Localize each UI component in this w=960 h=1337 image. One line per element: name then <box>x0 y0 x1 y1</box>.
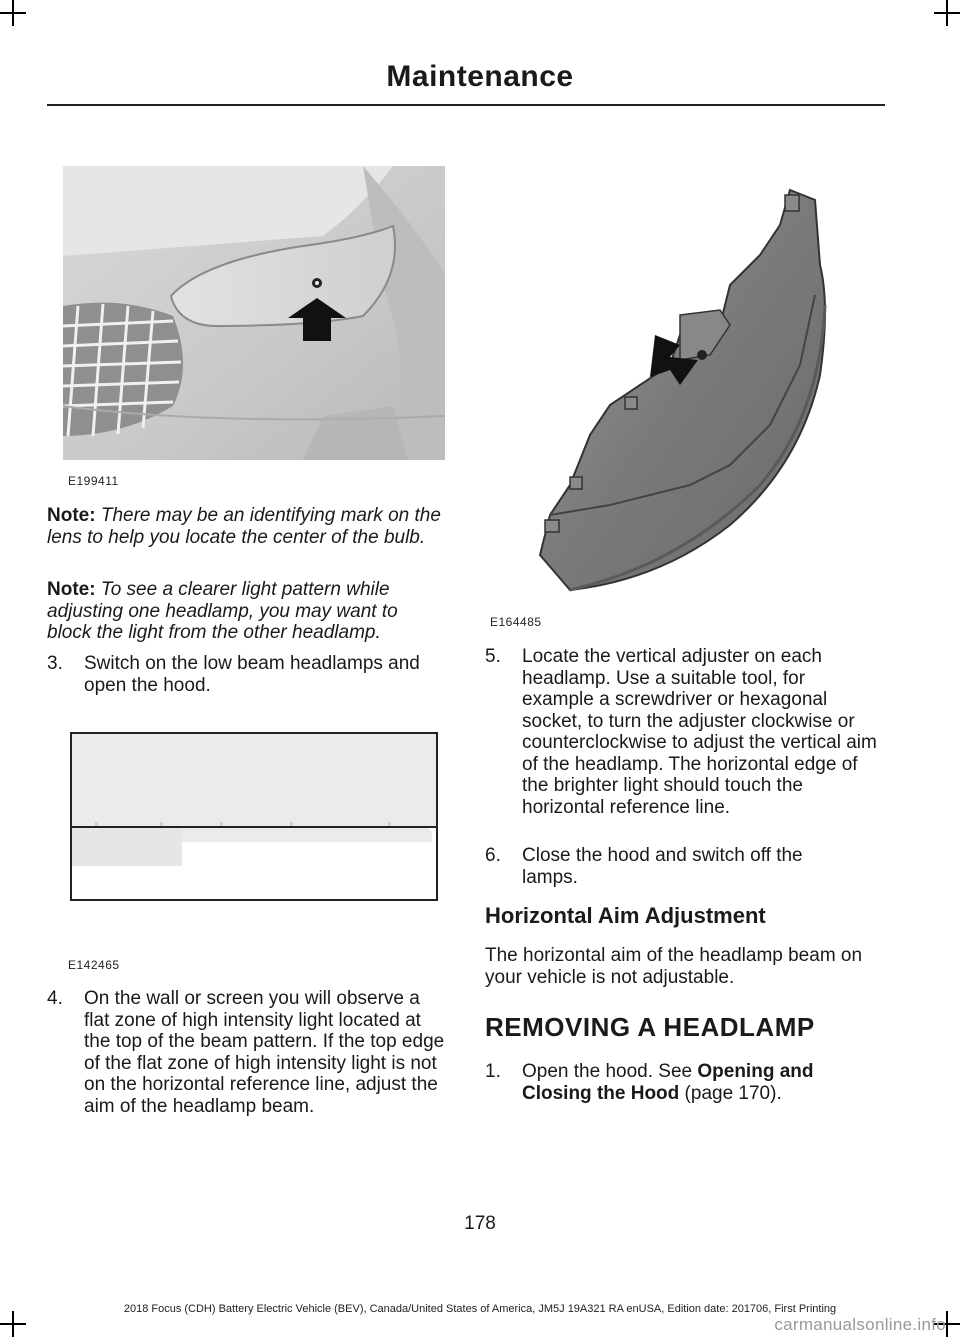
step-number: 6. <box>485 845 501 866</box>
paragraph: The horizontal aim of the headlamp beam on your vehicle is not adjustable. <box>485 945 863 988</box>
step-text: Close the hood and switch off the lamps. <box>522 845 803 888</box>
crop-mark <box>0 12 26 14</box>
headlamp-assembly-illustration <box>530 185 840 605</box>
step-number: 3. <box>47 653 63 674</box>
step-1 <box>485 1061 885 1105</box>
figure-code: E199411 <box>68 474 119 488</box>
crop-mark <box>934 12 960 14</box>
step-4 <box>47 988 447 1138</box>
note-text: To see a clearer light pattern while adjusting one headlamp, you may want to block the light from the other headlamp. <box>47 579 398 643</box>
crop-mark <box>0 1323 26 1325</box>
page-title: Maintenance <box>386 60 574 93</box>
step-number: 1. <box>485 1061 501 1082</box>
cross-reference-link[interactable]: Opening and Closing the Hood <box>522 1061 814 1104</box>
note-label: Note: <box>47 505 96 526</box>
edition-footer: 2018 Focus (CDH) Battery Electric Vehicle (BEV), Canada/United States of America, JM5J 19A321 RA enUSA, Edition date: 201706, First Printing <box>123 1303 837 1315</box>
section-heading: Horizontal Aim Adjustment <box>485 903 766 928</box>
step-text: Switch on the low beam headlamps and open the hood. <box>84 653 420 696</box>
step-5 <box>485 646 885 836</box>
note-identifying-mark <box>47 505 447 548</box>
page-number: 178 <box>464 1213 496 1234</box>
headlamp-lens-illustration <box>63 166 445 460</box>
step-6 <box>485 845 885 889</box>
step-number: 4. <box>47 988 63 1009</box>
step-text: On the wall or screen you will observe a flat zone of high intensity light located at the top of the beam pattern. If the top edge of the flat zone of high intensity light is not on the horizontal reference line, adjust the aim of the headlamp beam. <box>84 988 445 1117</box>
note-label: Note: <box>47 579 96 600</box>
beam-pattern-illustration <box>70 732 438 902</box>
note-clearer-pattern <box>47 579 447 644</box>
figure-code: E164485 <box>490 615 542 629</box>
watermark: carmanualsonline.info <box>774 1315 946 1334</box>
figure-code: E142465 <box>68 958 120 972</box>
section-heading: REMOVING A HEADLAMP <box>485 1012 815 1042</box>
step-number: 5. <box>485 646 501 667</box>
note-text: There may be an identifying mark on the lens to help you locate the center of the bulb. <box>47 505 441 548</box>
step-text: Open the hood. See Opening and Closing the Hood (page 170). <box>522 1061 814 1104</box>
step-3 <box>47 653 447 697</box>
step-text: Locate the vertical adjuster on each headlamp. Use a suitable tool, for example a screwdriver or hexagonal socket, to turn the adjuster clockwise or counterclockwise to adjust the vertical aim of the headlamp. The horizontal edge of the brighter light should touch the horizontal reference line. <box>522 646 877 818</box>
header-divider <box>47 104 885 106</box>
